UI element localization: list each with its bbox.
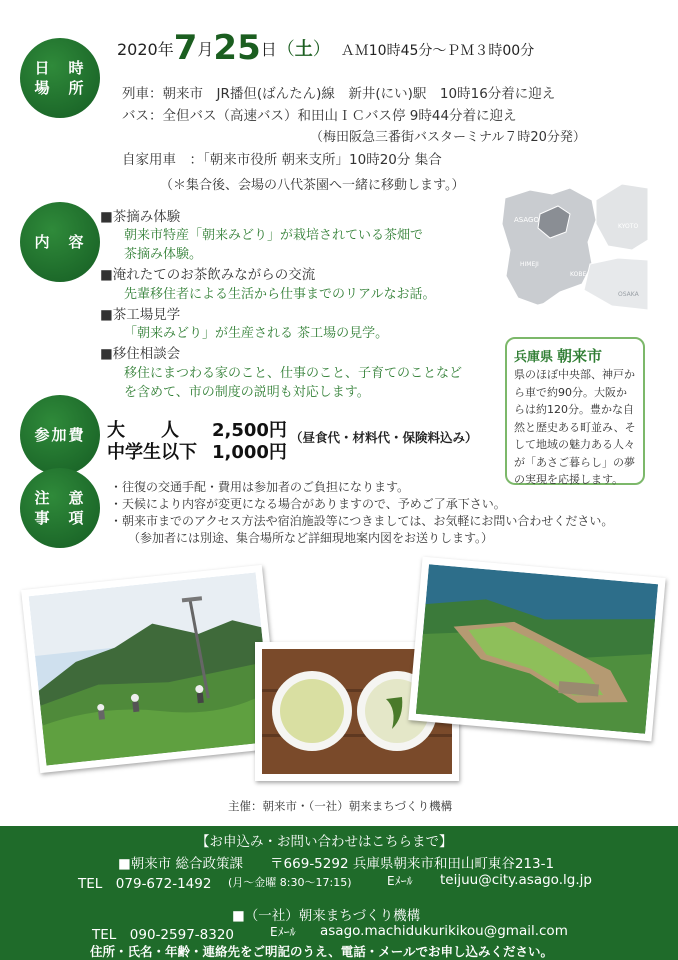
event-date [117, 28, 534, 68]
badge-line: 日 時 [34, 58, 86, 77]
fee-badge [20, 395, 100, 475]
access-car: 自家用車 ：「朝来市役所 朝来支所」10時20分 集合 [122, 152, 442, 168]
date-year: 2020年 [117, 40, 174, 59]
footer-org-email-label: Eﾒｰﾙ [270, 925, 296, 939]
hyogo-map [500, 180, 650, 320]
badge-line: 場 所 [34, 79, 86, 97]
date-day-unit: 日 [260, 40, 277, 59]
content-item-desc: 茶摘み体験。 [124, 247, 203, 262]
footer-org-tel: TEL 090-2597-8320 [92, 927, 235, 943]
notes-badge [20, 468, 100, 548]
info-city: 朝来市 [557, 347, 603, 365]
content-badge [20, 202, 100, 282]
badge-line: 内 容 [34, 232, 86, 251]
map-label-kobe: KOBE [570, 271, 587, 278]
event-time: ＡＭ10時45分～ＰＭ３時00分 [340, 43, 535, 59]
map-label-asago: ASAGO [514, 216, 539, 224]
info-line: が「あさご暮らし」の夢 [514, 455, 635, 469]
map-label-osaka: OSAKA [618, 291, 639, 298]
content-item-desc: を含めて、市の制度の説明も対応します。 [124, 385, 370, 400]
content-item-title: ■茶工場見学 [100, 307, 181, 323]
badge-line: 注 意 [34, 488, 86, 507]
castle-ruins-photo [408, 557, 665, 742]
info-body [514, 366, 636, 489]
info-line: して地域の魅力ある人々 [514, 438, 635, 451]
info-line: らは約120分。豊かな自 [514, 403, 634, 416]
content-item-desc: 移住にまつわる家のこと、仕事のこと、子育てのことなど [124, 366, 463, 381]
footer-city-email-label: Eﾒｰﾙ [387, 874, 413, 888]
city-info-box [505, 337, 645, 485]
footer-city-email[interactable]: teijuu@city.asago.lg.jp [440, 872, 592, 888]
note-line: ・天候により内容が変更になる場合がありますので、予めご了承下さい。 [110, 497, 506, 511]
info-line: 然と歴史ある町並み、そ [514, 420, 636, 434]
organizer: 主催：朝来市・（一社）朝来まちづくり機構 [228, 799, 453, 813]
date-day: 25 [213, 28, 261, 68]
access-bus-sub: （梅田阪急三番街バスターミナル７時20分発） [310, 130, 586, 145]
paren-open: （ [276, 39, 295, 60]
fee-child-price: 1,000円 [212, 442, 287, 463]
date-weekday: 土 [294, 39, 313, 60]
access-bus: バス：全但バス（高速バス）和田山ＩＣバス停 9時44分着に迎え [122, 108, 517, 124]
paren-close: ） [312, 39, 331, 60]
info-line: の実現を応援します。 [514, 473, 624, 486]
fee-adult-label: 大 人 [107, 420, 179, 441]
access-note: （＊集合後、会場の八代茶園へ一緒に移動します。） [160, 178, 465, 193]
content-item-title: ■移住相談会 [100, 346, 181, 362]
footer-instruction: 住所・氏名・年齢・連絡先をご明記のうえ、電話・メールでお申し込みください。 [90, 944, 554, 959]
badge-line: 事 項 [34, 509, 86, 527]
tea-field-photo [21, 565, 281, 773]
content-item-title: ■淹れたてのお茶飲みながらの交流 [100, 267, 316, 283]
info-prefecture: 兵庫県 [514, 350, 554, 365]
footer-org-email[interactable]: asago.machidukurikikou@gmail.com [320, 923, 568, 939]
note-line: ・朝来市までのアクセス方法や宿泊施設等につきましては、お気軽にお問い合わせください。 [110, 514, 614, 528]
content-item-desc: 「朝来みどり」が生産される 茶工場の見学。 [124, 326, 389, 341]
note-line: ・往復の交通手配・費用は参加者のご負担になります。 [110, 480, 410, 494]
info-heading [514, 345, 636, 366]
content-item-desc: 先輩移住者による生活から仕事までのリアルなお話。 [124, 287, 436, 302]
map-label-himeji: HIMEJI [520, 261, 539, 268]
access-train: 列車：朝来市 JR播但(ばんたん)線 新井(にい)駅 10時16分着に迎え [122, 86, 556, 102]
info-line: 県のほぼ中央部、神戸か [514, 368, 635, 381]
footer-city-hours: (月～金曜 8:30～17:15) [228, 876, 352, 889]
info-line: ら車で約90分。大阪か [514, 385, 627, 399]
fee-child-label: 中学生以下 [107, 442, 197, 463]
footer-heading: 【お申込み・お問い合わせはこちらまで】 [196, 834, 453, 850]
footer-city-office: ■朝来市 総合政策課 〒669-5292 兵庫県朝来市和田山町東谷213-1 [118, 856, 555, 872]
contact-footer [0, 826, 678, 960]
datetime-badge [20, 38, 100, 118]
note-line: （参加者には別途、集合場所など詳細現地案内図をお送りします。） [128, 531, 494, 545]
date-month-unit: 月 [197, 40, 214, 59]
content-item-desc: 朝来市特産「朝来みどり」が栽培されている茶畑で [124, 228, 424, 243]
date-month: 7 [173, 28, 198, 68]
footer-org-name: ■（一社）朝来まちづくり機構 [232, 908, 421, 924]
footer-city-tel: TEL 079-672-1492 [78, 876, 212, 892]
content-item-title: ■茶摘み体験 [100, 209, 181, 225]
fee-adult-price: 2,500円 [212, 420, 287, 441]
fee-includes: （昼食代・材料代・保険料込み） [290, 430, 478, 445]
badge-line: 参加費 [34, 425, 86, 444]
map-label-kyoto: KYOTO [618, 223, 639, 230]
